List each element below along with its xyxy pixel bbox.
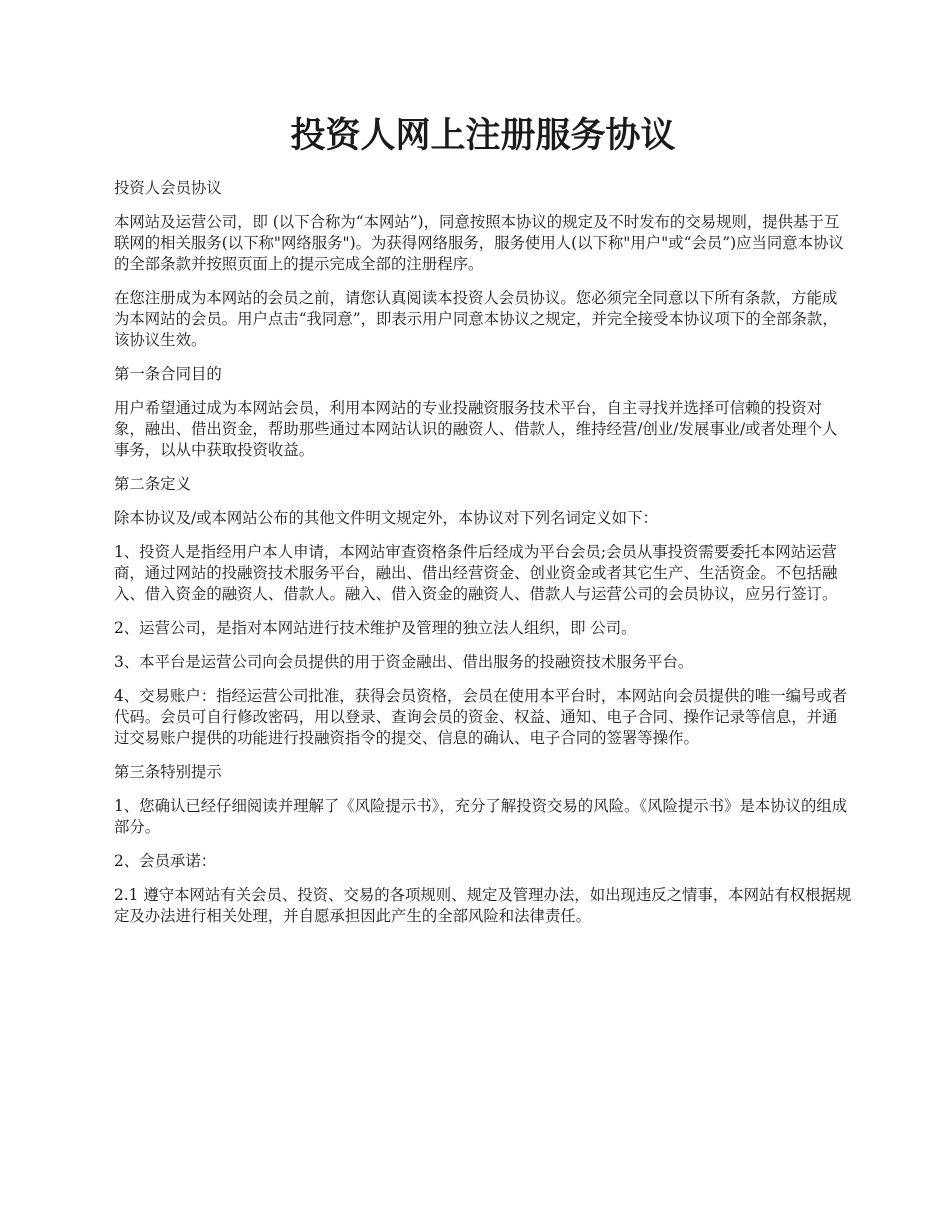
- section-heading-member-agreement: 投资人会员协议: [114, 179, 222, 197]
- definition-item-trading-account: 4、交易账户：指经运营公司批准，获得会员资格，会员在使用本平台时，本网站向会员提供的唯一编号或者代码。会员可自行修改密码，用以登录、查询会员的资金、权益、通知、电子合同、操作记录等信息，并通过交易账户提供的功能进行投融资指令的提交、信息的确认、电子合同的签署等操作。: [114, 687, 848, 747]
- section-heading-article-1: 第一条合同目的: [114, 365, 222, 383]
- paragraph-contract-purpose: 用户希望通过成为本网站会员，利用本网站的专业投融资服务技术平台，自主寻找并选择可信赖的投资对象，融出、借出资金，帮助那些通过本网站认识的融资人、借款人，维持经营/创业/发展事业/或者处理个人事务，以从中获取投资收益。: [114, 399, 838, 459]
- section-heading-article-3: 第三条特别提示: [114, 763, 222, 781]
- paragraph-read-before-register: 在您注册成为本网站的会员之前，请您认真阅读本投资人会员协议。您必须完全同意以下所有条款，方能成为本网站的会员。用户点击“我同意”，即表示用户同意本协议之规定，并完全接受本协议项下的全部条款，该协议生效。: [114, 289, 838, 349]
- definition-item-investor: 1、投资人是指经用户本人申请，本网站审查资格条件后经成为平台会员;会员从事投资需要委托本网站运营商，通过网站的投融资技术服务平台，融出、借出经营资金、创业资金或者其它生产、生活资金。不包括融入、借入资金的融资人、借款人。融入、借入资金的融资人、借款人与运营公司的会员协议，应另行签订。: [114, 543, 838, 603]
- paragraph-commitment-2-1: 2.1 遵守本网站有关会员、投资、交易的各项规则、规定及管理办法，如出现违反之情事，本网站有权根据规定及办法进行相关处理，并自愿承担因此产生的全部风险和法律责任。: [114, 886, 852, 925]
- paragraph-intro-services: 本网站及运营公司，即 (以下合称为“本网站”)，同意按照本协议的规定及不时发布的交易规则，提供基于互联网的相关服务(以下称"网络服务")。为获得网络服务，服务使用人(以下称"用户"或“会员”)应当同意本协议的全部条款并按照页面上的提示完成全部的注册程序。: [114, 213, 844, 273]
- document-page: [114, 108, 852, 940]
- paragraph-risk-disclosure: 1、您确认已经仔细阅读并理解了《风险提示书》，充分了解投资交易的风险。《风险提示书》是本协议的组成部分。: [114, 797, 848, 836]
- definition-item-operating-company: 2、运营公司，是指对本网站进行技术维护及管理的独立法人组织，即 公司。: [114, 619, 637, 637]
- section-heading-article-2: 第二条定义: [114, 475, 191, 493]
- document-title: 投资人网上注册服务协议: [290, 115, 676, 156]
- paragraph-definitions-intro: 除本协议及/或本网站公布的其他文件明文规定外，本协议对下列名词定义如下：: [114, 509, 658, 527]
- definition-item-platform: 3、本平台是运营公司向会员提供的用于资金融出、借出服务的投融资技术服务平台。: [114, 653, 694, 671]
- paragraph-member-commitment: 2、会员承诺：: [114, 852, 217, 870]
